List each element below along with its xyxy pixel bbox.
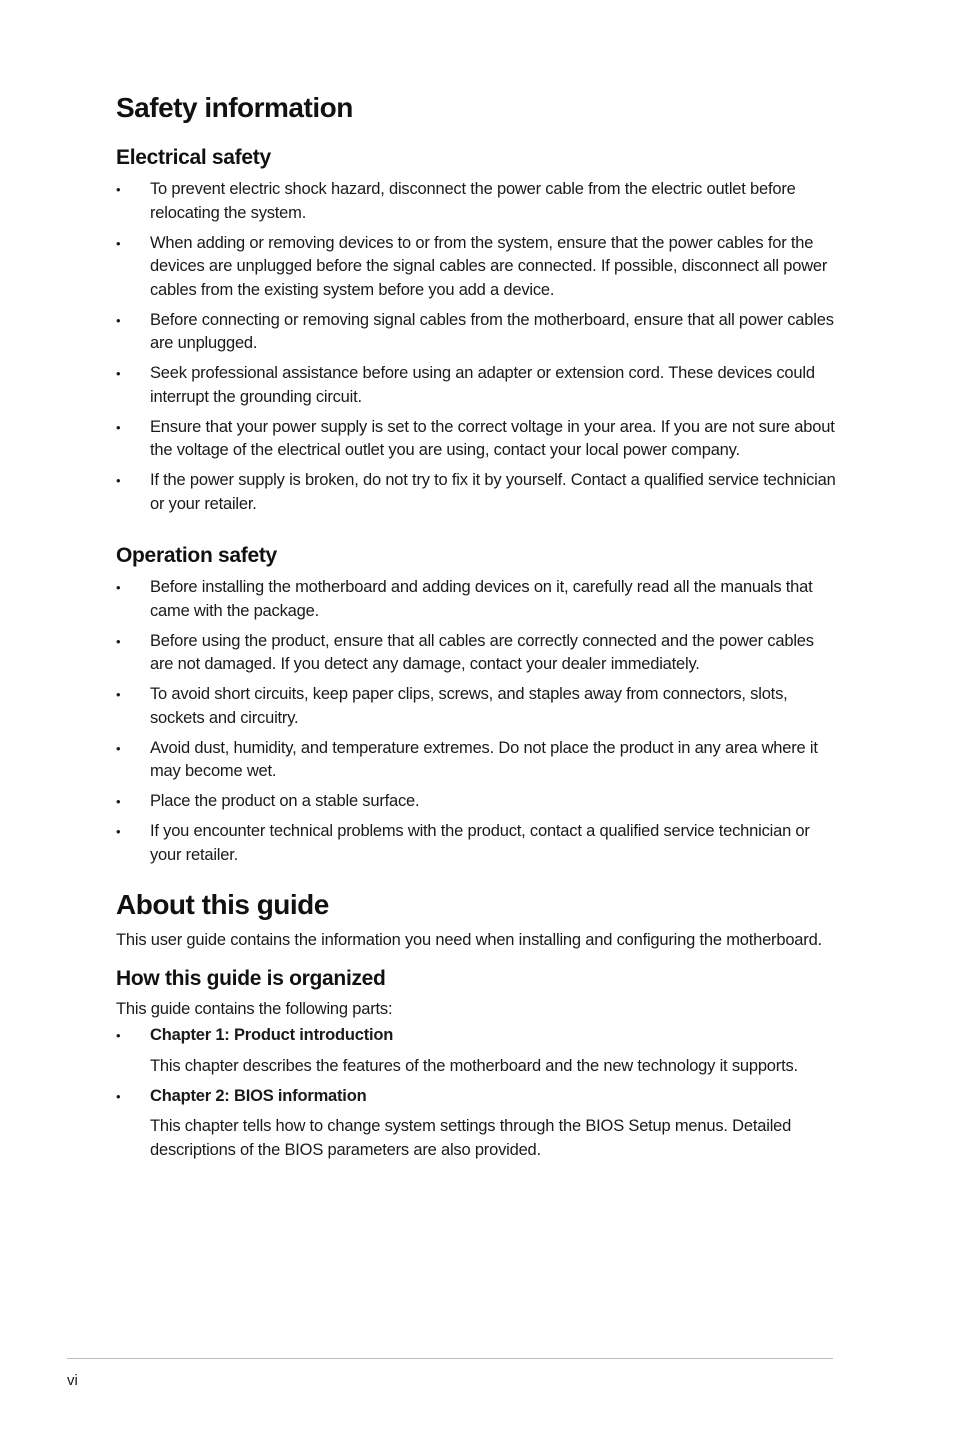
list-item: • To prevent electric shock hazard, disconnect the power cable from the electric outlet before relocating the system. [116,180,796,222]
bullet: • [116,824,121,839]
bullet: • [116,235,121,251]
chapter-list [116,1024,836,1162]
bullet: • [116,794,121,809]
bullet: • [116,740,121,756]
list-item: • If you encounter technical problems with the product, contact a qualified service technician or your retailer. [116,822,810,864]
bullet: • [116,366,121,381]
bullet: • [116,633,121,649]
chapter-description: This chapter describes the features of the motherboard and the new technology it supports. [150,1056,798,1075]
list-item: • When adding or removing devices to or from the system, ensure that the power cables for the devices are unplugged before the signal cables are connected. If possible, disconnect all power cables from the existing system before you add a device. [116,233,828,299]
bullet: • [116,687,121,702]
page-content [116,90,836,1169]
operation-safety-heading: Operation safety [116,544,277,567]
list-item: • Place the product on a stable surface. [116,790,836,814]
page-number: vi [67,1372,78,1389]
bullet: • [116,580,121,595]
bullet: • [116,419,121,435]
list-item: • Before connecting or removing signal cables from the motherboard, ensure that all power cables are unplugged. [116,310,834,352]
bullet: • [116,312,121,328]
list-item: • Avoid dust, humidity, and temperature extremes. Do not place the product in any area where it may become wet. [116,738,818,780]
guide-organization-heading: How this guide is organized [116,966,386,990]
bullet: • [116,182,121,197]
bullet: • [116,1028,121,1043]
about-guide-intro: This user guide contains the information you need when installing and configuring the motherboard. [116,931,822,949]
electrical-safety-list [116,178,836,516]
chapter-title: Chapter 2: BIOS information [150,1086,367,1105]
chapter-item [116,1024,836,1078]
electrical-safety-heading: Electrical safety [116,146,271,169]
list-item: • To avoid short circuits, keep paper clips, screws, and staples away from connectors, slots, sockets and circuitry. [116,685,788,727]
list-item: • If the power supply is broken, do not try to fix it by yourself. Contact a qualified service technician or your retailer. [116,471,836,513]
operation-safety-list [116,576,836,867]
footer-divider [67,1358,833,1359]
list-item: • Before installing the motherboard and adding devices on it, carefully read all the manuals that came with the package. [116,578,813,620]
about-guide-title: About this guide [116,889,329,920]
chapter-title: Chapter 1: Product introduction [150,1026,394,1044]
bullet: • [116,1088,121,1104]
list-item: • Before using the product, ensure that all cables are correctly connected and the power cables are not damaged. If you detect any damage, contact your dealer immediately. [116,631,814,673]
guide-organization-intro: This guide contains the following parts: [116,999,393,1018]
list-item: • Seek professional assistance before using an adapter or extension cord. These devices could interrupt the grounding circuit. [116,364,815,406]
chapter-item [116,1085,836,1163]
chapter-description: This chapter tells how to change system settings through the BIOS Setup menus. Detailed descriptions of the BIOS parameters are also provided. [150,1117,792,1159]
bullet: • [116,473,121,488]
safety-title: Safety information [116,92,353,123]
list-item: • Ensure that your power supply is set to the correct voltage in your area. If you are not sure about the voltage of the electrical outlet you are using, contact your local power company. [116,417,835,459]
